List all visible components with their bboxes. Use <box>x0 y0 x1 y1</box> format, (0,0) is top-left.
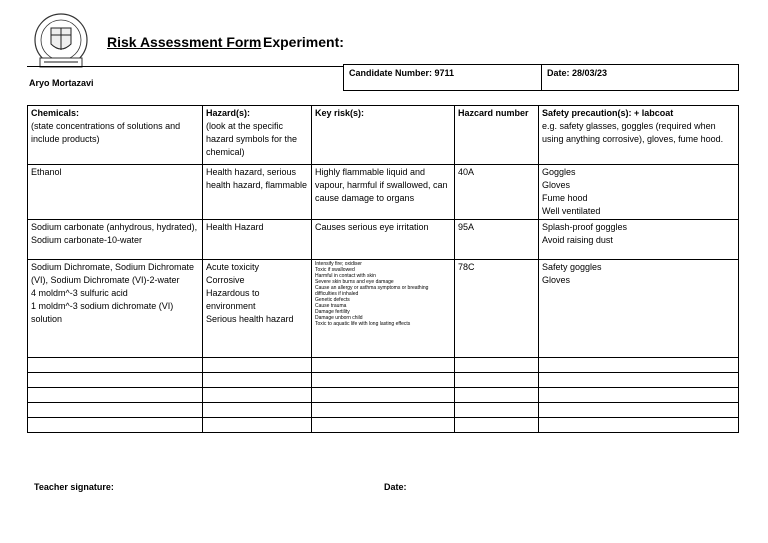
risk-line: Toxic if swallowed <box>315 267 355 273</box>
risk-line: Cause trauma <box>315 303 347 309</box>
safety-line: Well ventilated <box>542 206 601 216</box>
hazcard-value: 78C <box>458 262 475 272</box>
teacher-signature-label: Teacher signature: <box>34 482 114 492</box>
hazard-line: Hazardous to environment <box>206 288 260 311</box>
hazcard-header <box>455 106 539 165</box>
risk-line: Harmful in contact with skin <box>315 273 376 279</box>
safety-header <box>539 106 739 165</box>
risk-line: Causes serious eye irritation <box>315 222 429 232</box>
safety-line: Avoid raising dust <box>542 235 613 245</box>
date-box <box>541 64 739 91</box>
hazard-line: Health Hazard <box>206 222 264 232</box>
info-row <box>27 64 738 90</box>
risks-cell <box>312 165 455 220</box>
safety-line: Fume hood <box>542 193 588 203</box>
empty-row <box>28 403 739 418</box>
date-value: Date: 28/03/23 <box>547 68 608 78</box>
experiment-label: Experiment: <box>263 34 344 50</box>
chemicals-note: (state concentrations of solutions and include products) <box>31 121 181 144</box>
table-row <box>28 220 739 260</box>
candidate-number-box <box>343 64 542 91</box>
table-header-row <box>28 106 739 165</box>
chemical-line: Sodium carbonate (anhydrous, hydrated), Sodium carbonate-10-water <box>31 222 198 245</box>
chemicals-cell <box>28 260 203 358</box>
chemical-line: Ethanol <box>31 167 62 177</box>
hazcard-title: Hazcard number <box>458 108 529 118</box>
candidate-number: Candidate Number: 9711 <box>349 68 455 78</box>
table-row <box>28 165 739 220</box>
hazcard-cell <box>455 220 539 260</box>
hazards-note: (look at the specific hazard symbols for the chemical) <box>206 121 298 157</box>
chemical-line: 4 moldm^-3 sulfuric acid <box>31 288 128 298</box>
chemicals-title: Chemicals: <box>31 108 80 118</box>
risks-title: Key risk(s): <box>315 108 365 118</box>
safety-cell <box>539 220 739 260</box>
risks-cell <box>312 260 455 358</box>
footer-date-label: Date: <box>384 482 407 492</box>
hazards-cell <box>203 260 312 358</box>
risk-line: Damage unborn child <box>315 315 363 321</box>
safety-line: Splash-proof goggles <box>542 222 628 232</box>
risk-line: Cause an allergy or asthma symptoms or breathing difficulties if inhaled <box>315 285 429 297</box>
hazard-line: Health hazard, serious health hazard, flammable <box>206 167 308 190</box>
chemical-line: 1 moldm^-3 sodium dichromate (VI) solution <box>31 301 174 324</box>
safety-line: Safety goggles <box>542 262 602 272</box>
safety-line: Goggles <box>542 167 576 177</box>
safety-note: e.g. safety glasses, goggles (required when using anything corrosive), gloves, fume hood. <box>542 121 724 144</box>
empty-row <box>28 373 739 388</box>
risks-header <box>312 106 455 165</box>
hazards-title: Hazard(s): <box>206 108 251 118</box>
risk-line: Genetic defects <box>315 297 350 303</box>
hazcard-cell <box>455 165 539 220</box>
hazcard-cell <box>455 260 539 358</box>
risk-line: Severe skin burns and eye damage <box>315 279 394 285</box>
student-name: Aryo Mortazavi <box>29 78 94 88</box>
form-title: Risk Assessment Form <box>107 34 262 50</box>
table-row <box>28 260 739 358</box>
risk-line: Intensify fire; oxidiser <box>315 261 362 267</box>
risk-line: Toxic to aquatic life with long lasting effects <box>315 321 411 327</box>
safety-cell <box>539 165 739 220</box>
safety-cell <box>539 260 739 358</box>
safety-line: Gloves <box>542 180 571 190</box>
name-line <box>27 66 343 67</box>
risks-cell <box>312 220 455 260</box>
hazards-cell <box>203 165 312 220</box>
chemical-line: Sodium Dichromate, Sodium Dichromate (VI), Sodium Dichromate (VI)-2-water <box>31 262 195 285</box>
empty-row <box>28 418 739 433</box>
school-crest-logo <box>30 12 92 72</box>
empty-row <box>28 358 739 373</box>
safety-line: Gloves <box>542 275 571 285</box>
hazard-line: Corrosive <box>206 275 245 285</box>
risk-list <box>315 261 451 327</box>
chemicals-cell <box>28 165 203 220</box>
hazard-line: Serious health hazard <box>206 314 294 324</box>
hazards-cell <box>203 220 312 260</box>
risk-line: Damage fertility <box>315 309 350 315</box>
hazcard-value: 95A <box>458 222 475 232</box>
chemicals-header <box>28 106 203 165</box>
risk-line: Highly flammable liquid and vapour, harmful if swallowed, can cause damage to organs <box>315 167 448 203</box>
hazards-header <box>203 106 312 165</box>
hazcard-value: 40A <box>458 167 475 177</box>
safety-title: Safety precaution(s): + labcoat <box>542 108 674 118</box>
risk-assessment-table <box>27 105 739 433</box>
empty-row <box>28 388 739 403</box>
chemicals-cell <box>28 220 203 260</box>
hazard-line: Acute toxicity <box>206 262 260 272</box>
